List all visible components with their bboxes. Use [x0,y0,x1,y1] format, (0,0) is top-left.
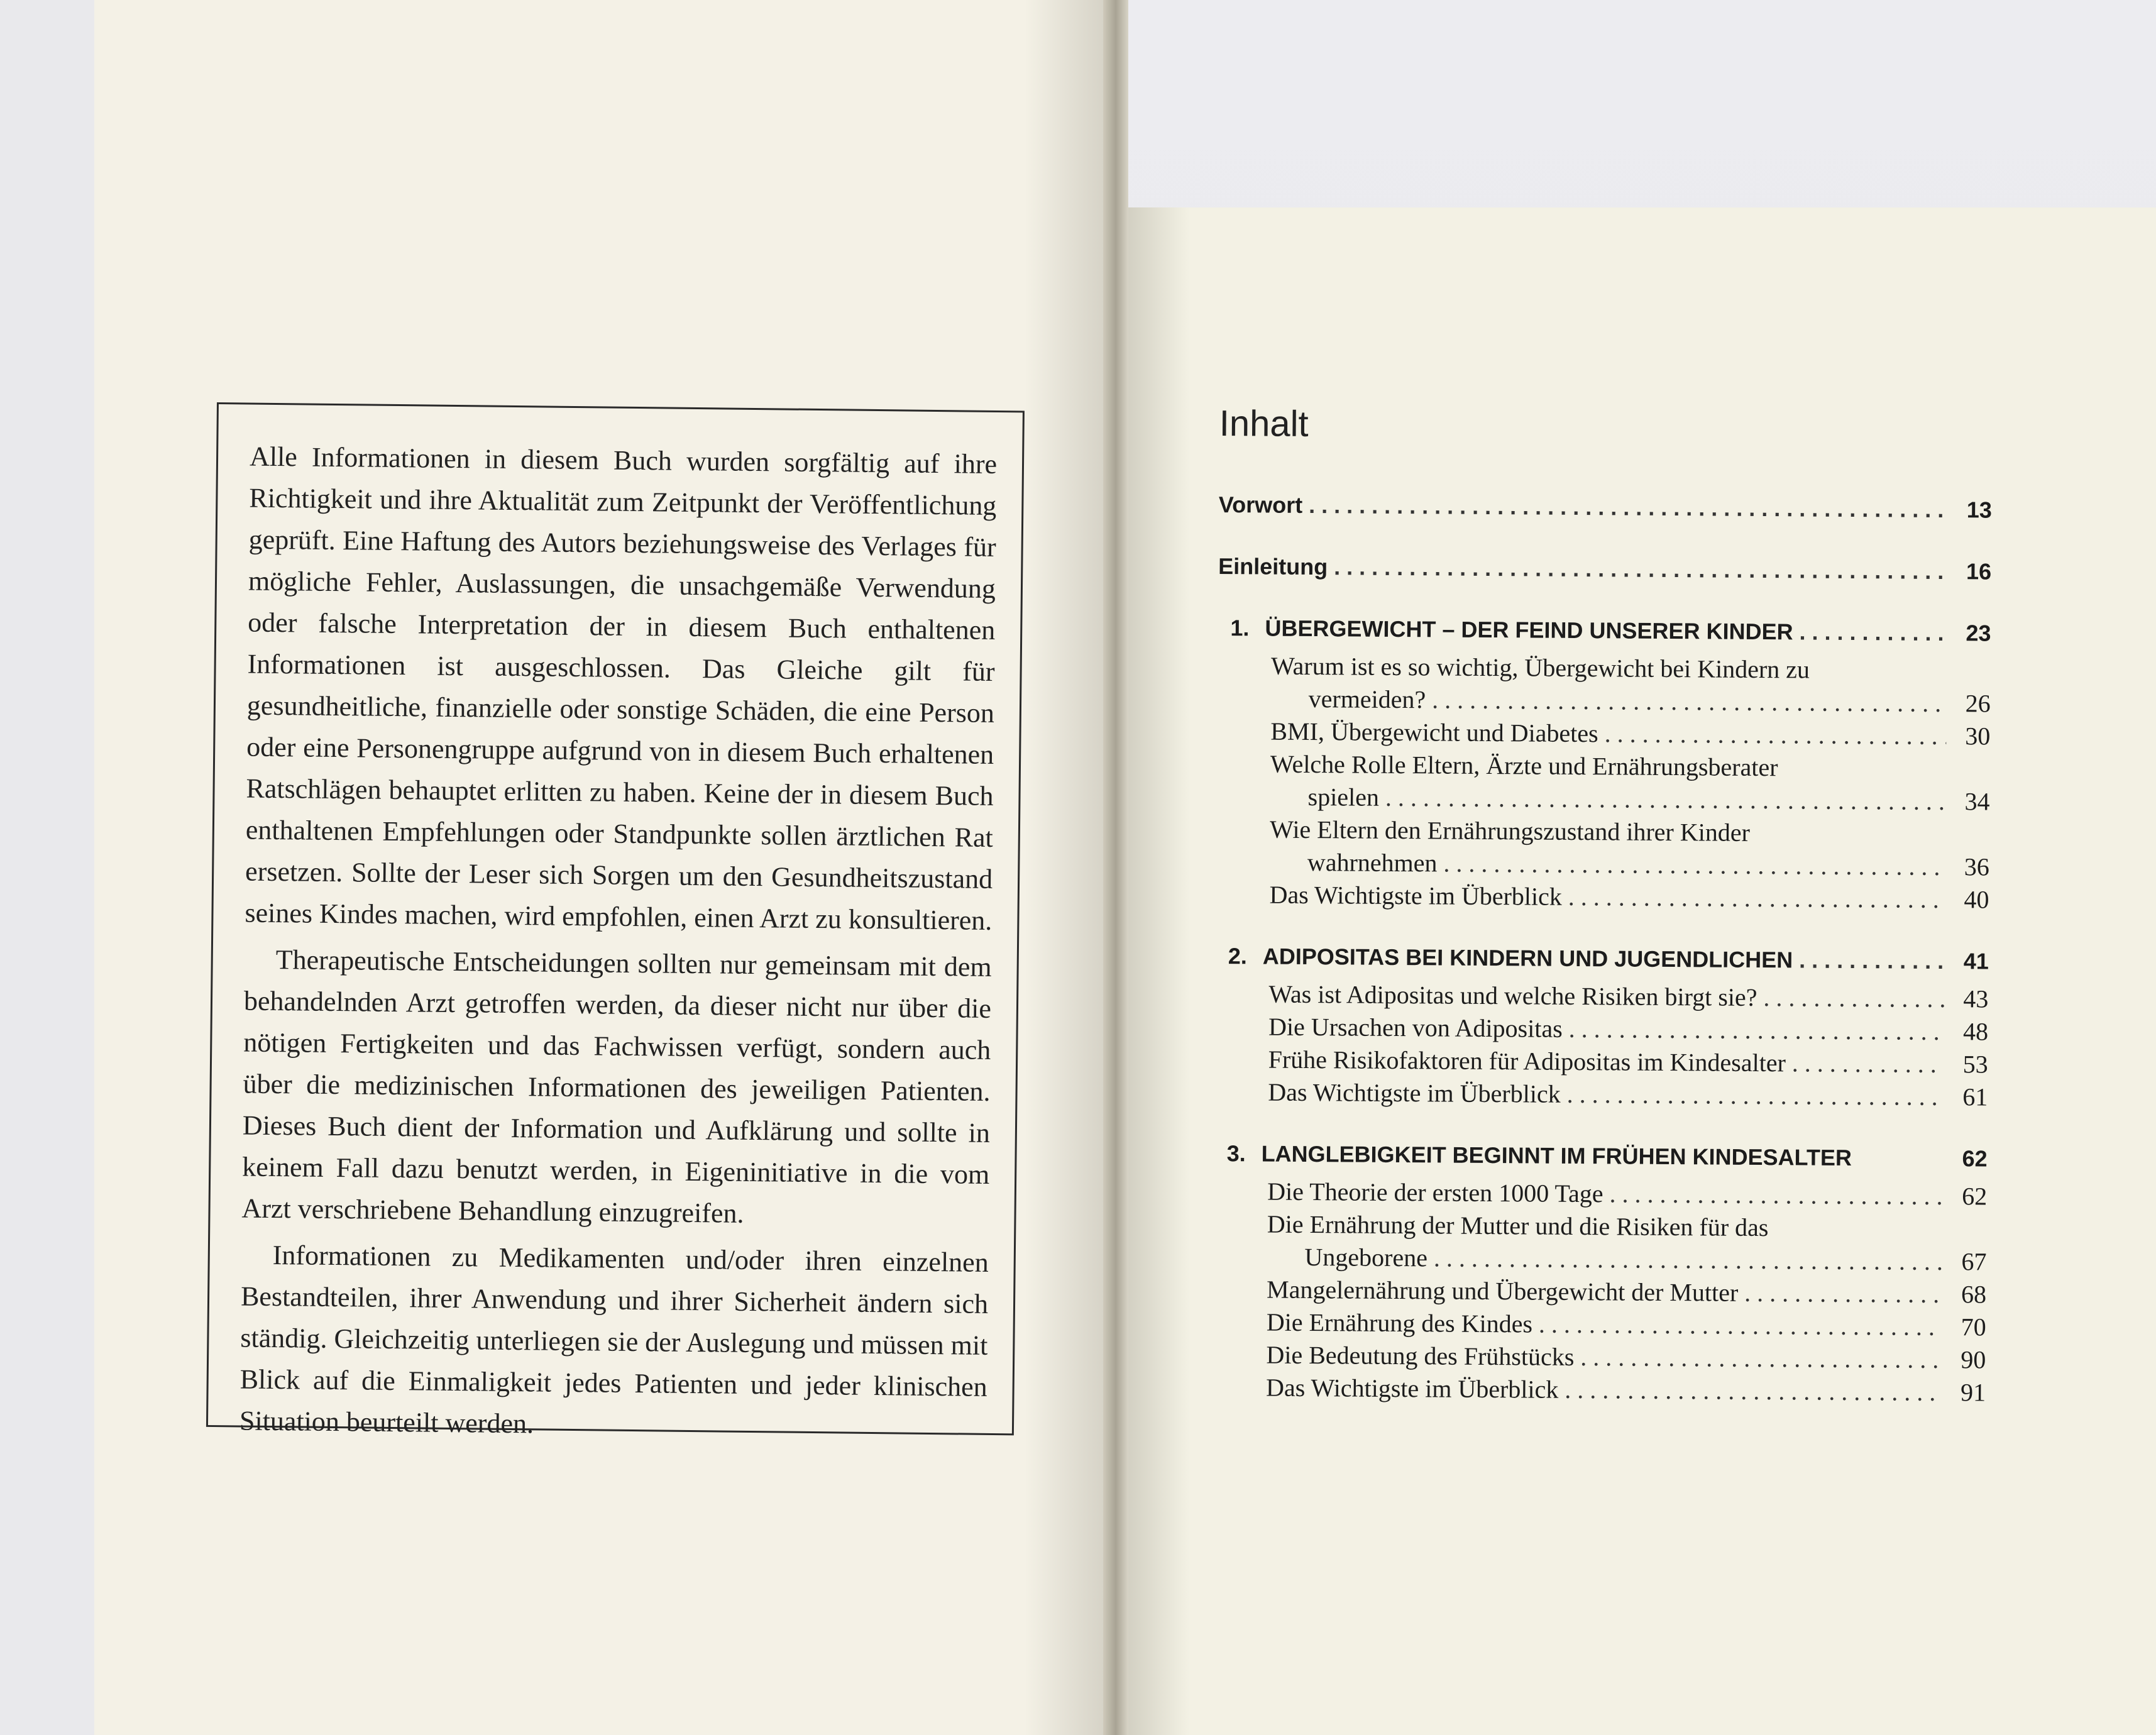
toc-entry-label: BMI, Übergewicht und Diabetes [1270,717,1598,748]
toc-leader-dots [1334,551,1947,588]
toc-entry-first-line: Warum ist es so wichtig, Übergewicht bei Kindern zu [1270,651,1810,684]
toc-chapter-heading [1228,940,1989,978]
toc-entry-vorwort [1219,488,1992,527]
toc-entry [1268,1011,1988,1049]
toc-entry-label: Was ist Adipositas und welche Risiken birgt sie? [1268,979,1757,1011]
chapter-number: 2. [1228,943,1248,969]
chapter-title: ADIPOSITAS BEI KINDERN UND JUGENDLICHEN [1262,943,1793,973]
toc-page-number: 62 [1962,1145,1988,1172]
toc-entry-first-line: Wie Eltern den Ernährungszustand ihrer Kinder [1270,815,1751,847]
toc-entry-label: Das Wichtigste im Überblick [1268,1077,1561,1108]
toc-page-number: 13 [1966,497,1992,523]
toc-entry-label: Ungeborene [1304,1242,1428,1272]
toc-entry [1270,715,1990,753]
toc-leader-dots [1568,881,1945,916]
toc-entry-label: Vorwort [1218,491,1303,518]
toc-chapter-3 [1213,1137,1988,1409]
chapter-number: 3. [1226,1140,1246,1167]
toc-entry [1268,1044,1988,1081]
toc-leader-dots [1799,615,1947,649]
toc-entry [1271,683,1991,720]
toc-entry [1266,1372,1986,1409]
toc-page-number: 68 [1961,1280,1987,1309]
toc-entry-label: spielen [1307,782,1380,812]
chapter-number: 1. [1230,615,1250,641]
toc-entry [1268,1076,1988,1114]
disclaimer-box [206,402,1025,1440]
toc-entry-label: Das Wichtigste im Überblick [1265,1373,1559,1404]
toc-page-number: 30 [1965,722,1991,751]
toc-page-number: 90 [1961,1345,1986,1374]
toc-entry-label: wahrnehmen [1307,847,1438,878]
toc-entry [1267,1306,1986,1344]
toc-entry-label: Die Ursachen von Adipositas [1268,1012,1563,1043]
toc-leader-dots [1569,1013,1945,1048]
toc-leader-dots [1432,683,1947,720]
toc-entry-einleitung [1218,550,1991,588]
toc-page-number: 61 [1962,1082,1988,1111]
toc-chapter-2 [1214,940,1989,1114]
toc-page-number: 43 [1963,984,1989,1013]
toc-entry [1270,846,1989,884]
toc-title: Inhalt [1219,403,1309,444]
toc-leader-dots [1605,717,1947,752]
toc-entry-first-line: Die Ernährung der Mutter und die Risiken für das [1267,1209,1769,1242]
toc-leader-dots [1565,1374,1942,1409]
toc-entry [1267,1176,1987,1213]
toc-leader-dots [1443,847,1945,884]
toc-page-number: 16 [1966,558,1992,585]
toc-entry-label: Die Theorie der ersten 1000 Tage [1267,1177,1603,1208]
toc-page-number: 23 [1966,620,1991,646]
toc-leader-dots [1609,1177,1943,1213]
chapter-title: ÜBERGEWICHT – DER FEIND UNSERER KINDER [1265,615,1793,645]
toc-entry-label: Einleitung [1218,553,1328,580]
toc-page-number: 34 [1964,787,1990,816]
toc-leader-dots [1763,981,1944,1015]
chapter-title: LANGLEBIGKEIT BEGINNT IM FRÜHEN KINDESALTER [1261,1140,1852,1171]
toc-entry-label: Die Ernährung des Kindes [1266,1308,1533,1338]
toc-leader-dots [1434,1242,1943,1278]
toc-page-number: 36 [1964,852,1990,881]
toc-entry [1269,879,1989,917]
toc-entry [1268,978,1988,1016]
toc-leader-dots [1309,489,1948,526]
table-of-contents [1213,402,1993,1438]
toc-entry-label: Frühe Risikofaktoren für Adipositas im Kindesalter [1268,1045,1786,1077]
toc-entry-label: Das Wichtigste im Überblick [1269,880,1563,911]
toc-leader-dots [1580,1341,1942,1376]
gutter-shadow [1025,0,1113,1735]
toc-entry-label: Die Bedeutung des Frühstücks [1266,1340,1575,1371]
toc-leader-dots [1385,781,1946,818]
toc-entry [1266,1339,1986,1377]
toc-entry [1270,781,1989,818]
book-spine [1103,0,1128,1735]
toc-chapter-1 [1216,612,1991,917]
toc-page-number: 26 [1965,689,1991,718]
toc-page-number: 70 [1961,1313,1986,1341]
toc-leader-dots [1799,944,1945,978]
toc-entry-first-line: Welche Rolle Eltern, Ärzte und Ernährungsberater [1270,749,1778,782]
toc-entry [1267,1274,1986,1311]
toc-leader-dots [1792,1047,1944,1081]
toc-leader-dots [1566,1078,1944,1113]
toc-chapter-heading [1230,612,1991,649]
toc-entry-label: Mangelernährung und Übergewicht der Mutter [1266,1275,1739,1307]
disclaimer-paragraph: Informationen zu Medikamenten und/oder ihren einzelnen Bestandteilen, ihrer Anwendung und ihrer Sicherheit ändern sich ständig. Gleichzeitig unterliegen sie der Auslegung und müssen mit Blick auf die Einmaligkeit jedes Patienten und jeder klinischen Situation beurteilt werden. [239,1240,989,1440]
toc-leader-dots [1744,1277,1942,1311]
toc-page-number: 67 [1961,1247,1987,1276]
toc-entry-label: vermeiden? [1308,685,1426,714]
disclaimer-paragraph: Therapeutische Entscheidungen sollten nur gemeinsam mit dem behandelnden Arzt getroffen werden, da dieser nicht nur über die nötigen Fertigkeiten und das Fachwissen verfügt, sondern auch über die medizinischen Informationen des jeweiligen Patienten. Dieses Buch dient der Information und Aufklärung und sollte in keinem Fall dazu benutzt werden, in Eigeninitiative in die vom Arzt verschriebene Behandlung einzugreifen. [241,944,992,1229]
disclaimer-paragraph: Alle Informationen in diesem Buch wurden sorgfältig auf ihre Richtigkeit und ihre Aktualität zum Zeitpunkt der Veröffentlichung geprüft. Eine Haftung des Autors beziehungsweise des Verlages für mögliche Fehler, Auslassungen, die unsachgemäße Verwendung oder falsche Interpretation der in diesem Buch enthaltenen Informationen ist ausgeschlossen. Das Gleiche gilt für gesundheitliche, finanzielle oder sonstige Schäden, die eine Person oder eine Personengruppe aufgrund von in diesem Buch erhaltenen Ratschlägen behauptet erlitten zu haben. Keine der in diesem Buch enthaltenen Empfehlungen oder Standpunkte sollen ärztlichen Rat ersetzen. Sollte der Leser sich Sorgen um den Gesundheitszustand seines Kindes machen, wird empfohlen, einen Arzt zu konsultieren. [245,441,998,936]
toc-entry [1267,1241,1986,1279]
toc-page-number: 91 [1960,1378,1986,1407]
toc-page-number: 41 [1963,948,1989,974]
toc-page-number: 62 [1962,1182,1988,1211]
toc-page-number: 48 [1962,1017,1989,1046]
toc-page-number: 53 [1962,1050,1988,1079]
toc-leader-dots [1539,1308,1942,1343]
toc-page-number: 40 [1964,885,1989,914]
toc-chapter-heading [1226,1137,1987,1175]
